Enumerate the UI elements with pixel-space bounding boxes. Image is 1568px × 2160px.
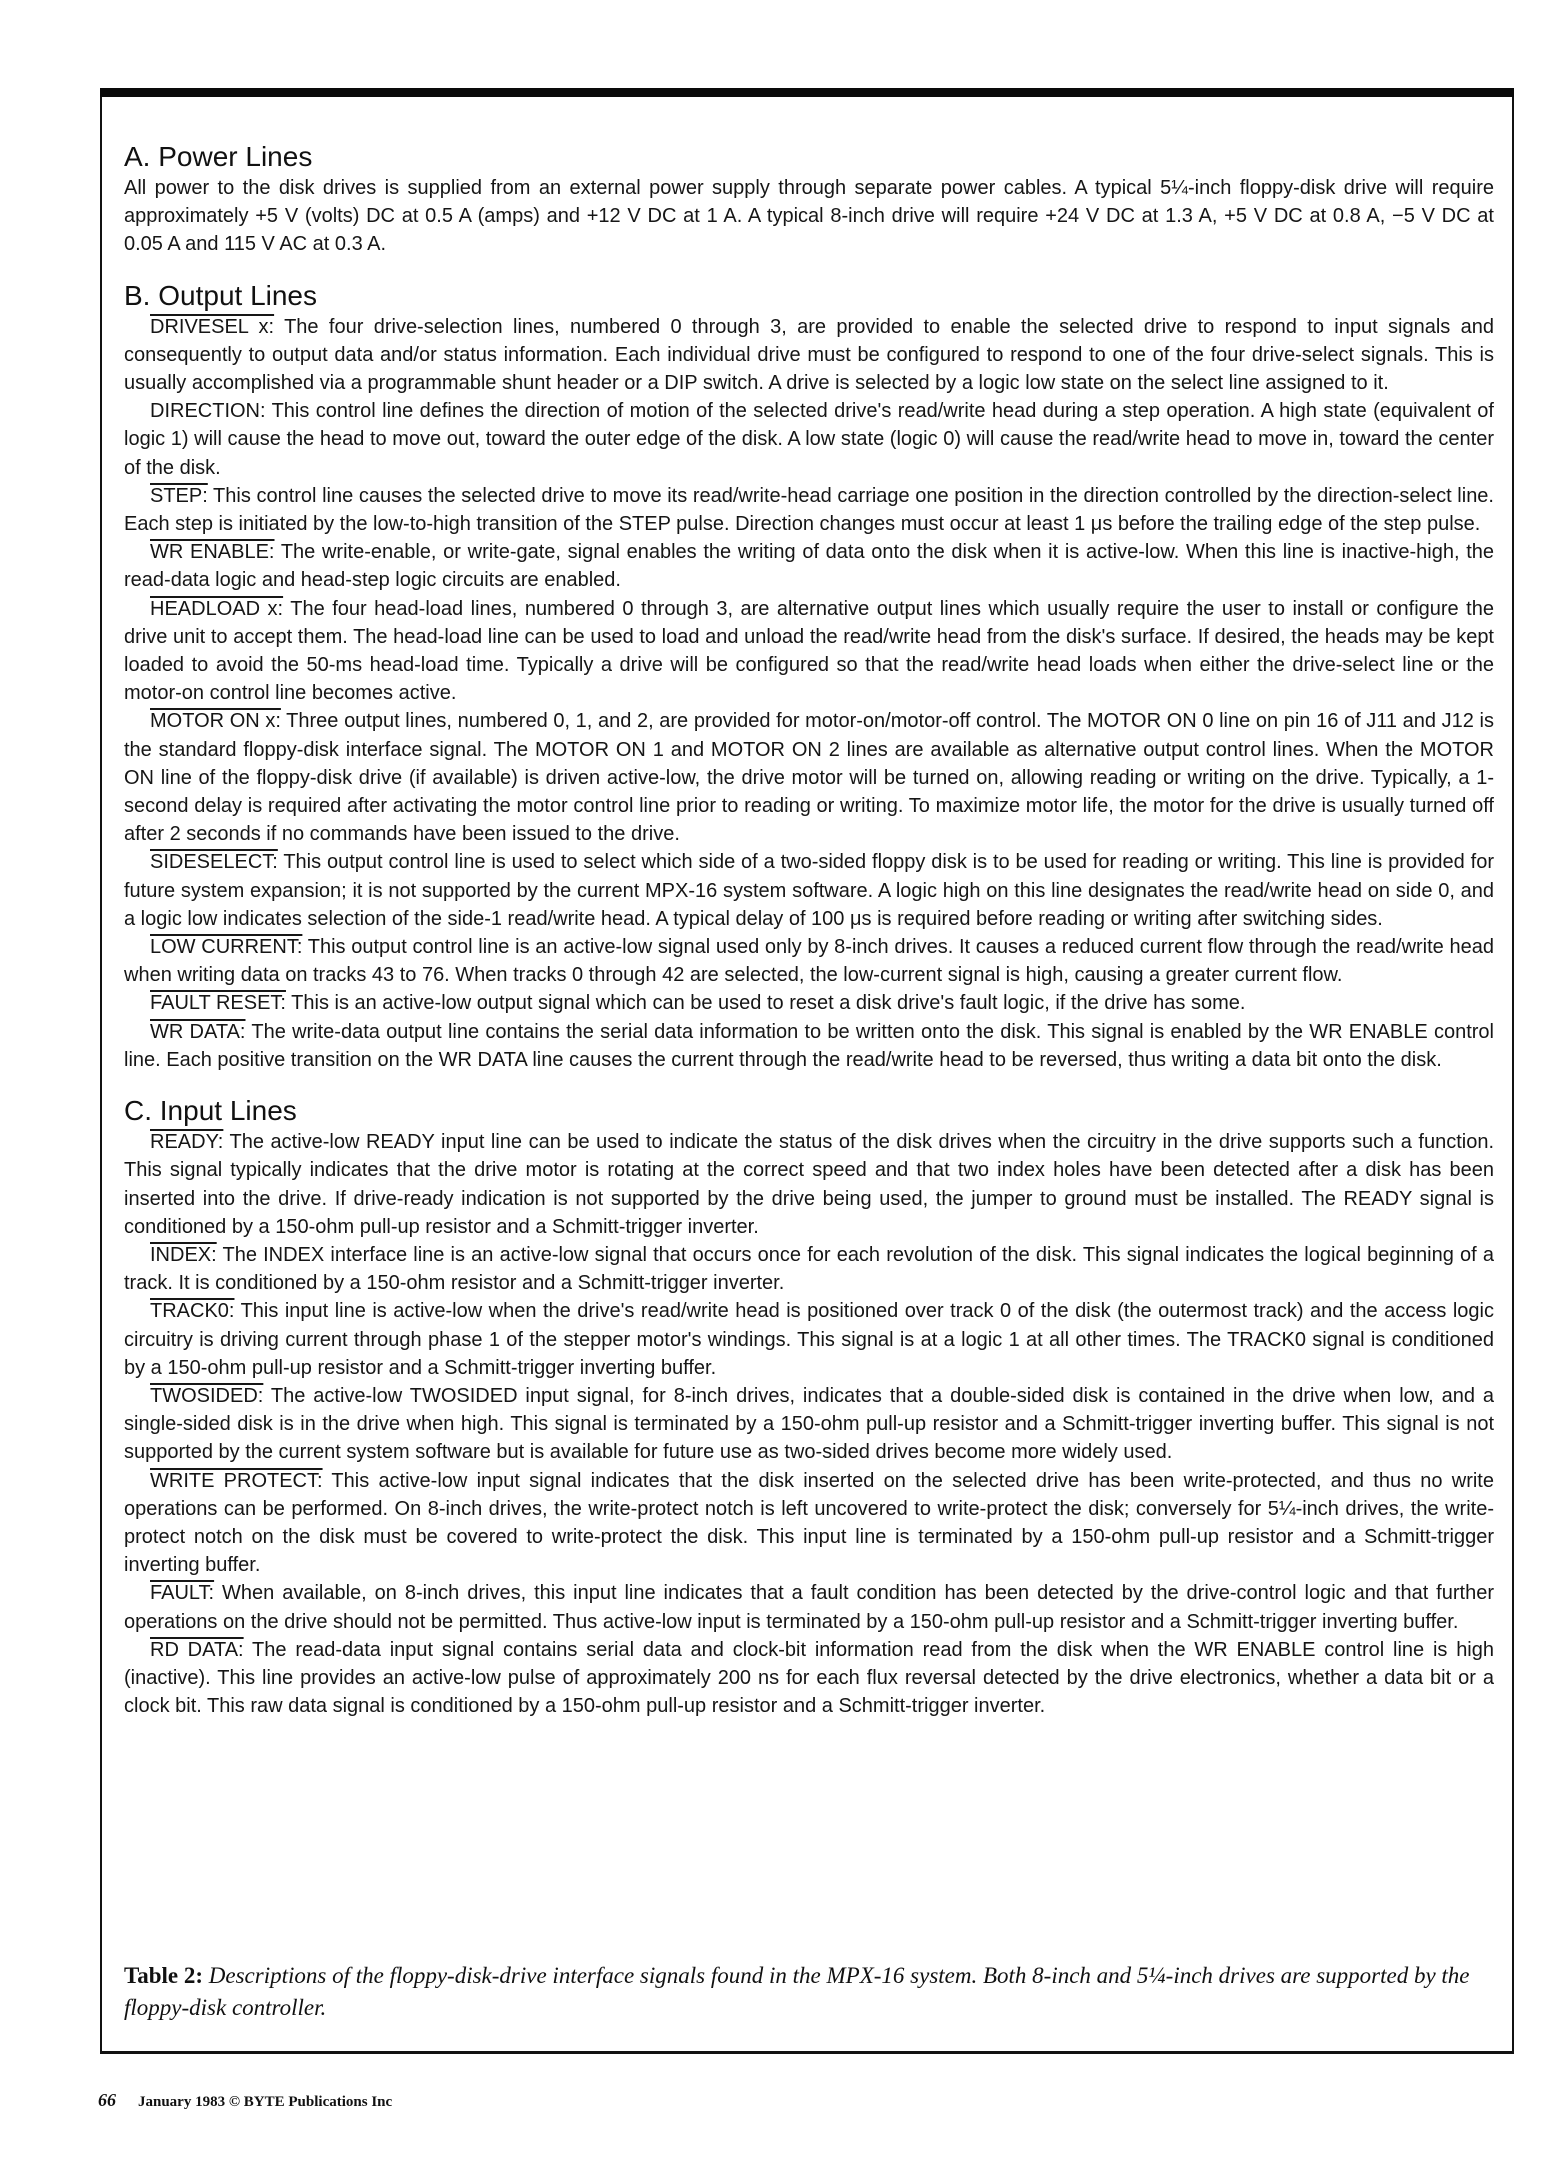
section-output-lines [124,279,1494,1074]
signal-description: When available, on 8-inch drives, this input line indicates that a fault condition has been detected by the drive-control logic and that further operations on the drive should not be permitted. Thus active-low input is terminated by a 150-ohm pull-up resistor and a Schmitt-trigger inverting buffer. [124,1582,1494,1633]
signal-entry [124,538,1494,594]
signal-description: This control line causes the selected drive to move its read/write-head carriage one position in the direction controlled by the direction-select line. Each step is initiated by the low-to-high transition of the STEP pulse. Direction changes must occur at least 1 μs before the trailing edge of the step pulse. [124,484,1494,536]
signal-name: FAULT: [150,1582,215,1605]
signal-name: HEADLOAD x: [150,597,284,620]
signal-name: INDEX: [150,1243,217,1266]
signal-entry [124,397,1494,482]
signal-name: WR ENABLE: [150,541,275,564]
signal-description: The active-low READY input line can be used to indicate the status of the disk drives when the circuitry in the drive supports such a function. This signal typically indicates that the drive motor is rotating at the correct speed and that two index holes have been detected after a disk has been inserted into the drive. If drive-ready indication is not supported by the drive being used, the jumper to ground must be installed. The READY signal is conditioned by a 150-ohm pull-up resistor and a Schmitt-trigger inverter. [124,1131,1494,1238]
signal-entry [124,1241,1494,1297]
table-content [124,140,1494,1740]
section-power-lines [124,140,1494,259]
signal-entry [124,1467,1494,1580]
signal-name: MOTOR ON x: [150,710,281,733]
signal-description: The read-data input signal contains serial data and clock-bit information read from the disk when the WR ENABLE control line is high (inactive). This line provides an active-low pulse of approximately 200 ns for each flux reversal detected by the drive electronics, whether a data bit or a clock bit. This raw data signal is conditioned by a 150-ohm pull-up resistor and a Schmitt-trigger inverter. [124,1638,1495,1718]
signal-name: FAULT RESET: [150,992,286,1015]
publication-line: January 1983 © BYTE Publications Inc [138,2094,393,2110]
signal-entry [124,1128,1494,1241]
signal-entry [124,595,1494,708]
signal-description: The INDEX interface line is an active-low signal that occurs once for each revolution of the disk. This signal indicates the logical beginning of a track. It is conditioned by a 150-ohm resistor and a Schmitt-trigger inverter. [124,1243,1494,1295]
signal-description: The write-enable, or write-gate, signal enables the writing of data onto the disk when it is active-low. When this line is inactive-high, the read-data logic and head-step logic circuits are enabled. [124,541,1495,592]
signal-description: This active-low input signal indicates that the disk inserted on the selected drive has been write-protected, and thus no write operations can be performed. On 8-inch drives, the write-protect notch is left uncovered to write-protect the disk; conversely for 5¼-inch drives, the write-protect notch on the disk must be covered to write-protect the disk. This input line is terminated by a 150-ohm pull-up resistor and a Schmitt-trigger inverting buffer. [124,1469,1494,1577]
table-caption [124,1960,1494,2024]
signal-entry [124,707,1494,848]
section-input-lines [124,1094,1494,1720]
page-number: 66 [98,2090,116,2110]
signal-name: TRACK0: [150,1300,235,1323]
signal-description: Three output lines, numbered 0, 1, and 2, are provided for motor-on/motor-off control. The MOTOR ON 0 line on pin 16 of J11 and J12 is the standard floppy-disk interface signal. The MOTOR ON 1 and MOTOR ON 2 lines are available as alternative output control lines. When the MOTOR ON line of the floppy-disk drive (if available) is driven active-low, the drive motor will be turned on, allowing reading or writing on the drive. Typically, a 1-second delay is required after activating the motor control line prior to reading or writing. To maximize motor life, the motor for the drive is usually turned off after 2 seconds if no commands have been issued to the drive. [124,710,1494,846]
signal-name: RD DATA: [150,1638,244,1661]
signal-description: The four drive-selection lines, numbered 0 through 3, are provided to enable the selected drive to respond to input signals and consequently to output data and/or status information. Each individual drive must be configured to respond to one of the four drive-select signals. This is usually accomplished via a programmable shunt header or a DIP switch. A drive is selected by a logic low state on the select line assigned to it. [124,315,1495,395]
signal-description: This output control line is an active-low signal used only by 8-inch drives. It causes a reduced current flow through the read/write head when writing data on tracks 43 to 76. When tracks 0 through 42 are selected, the low-current signal is high, causing a greater current flow. [124,936,1495,987]
signal-entry [124,1579,1494,1635]
signal-description: This input line is active-low when the drive's read/write head is positioned over track 0 of the disk (the outermost track) and the access logic circuitry is driving current through phase 1 of the stepper motor's windings. This signal is at a logic 1 at all other times. The TRACK0 signal is conditioned by a 150-ohm pull-up resistor and a Schmitt-trigger inverting buffer. [124,1300,1494,1379]
signal-description: The write-data output line contains the serial data information to be written onto the disk. This signal is enabled by the WR ENABLE control line. Each positive transition on the WR DATA line causes the current through the read/write head to be reversed, thus writing a data bit onto the disk. [124,1020,1494,1071]
signal-entry [124,848,1494,933]
section-title: C. Input Lines [124,1095,297,1127]
signal-name: WRITE PROTECT: [150,1469,323,1492]
signal-entry [124,313,1494,398]
signal-entry [124,1297,1494,1382]
signal-description: This output control line is used to select which side of a two-sided floppy disk is to be used for reading or writing. This line is provided for future system expansion; it is not supported by the current MPX-16 system software. A logic high on this line designates the read/write head on side 0, and a logic low indicates selection of the side-1 read/write head. A typical delay of 100 μs is required before reading or writing after switching sides. [124,851,1494,930]
signal-entry [124,1636,1494,1721]
signal-name: STEP: [150,484,208,507]
section-title: B. Output Lines [124,279,318,311]
signal-name: DRIVESEL x: [150,315,275,338]
signal-entry [124,1018,1494,1074]
signal-name: SIDESELECT: [150,851,278,874]
caption-label: Table 2: [124,1963,204,1988]
signal-name: DIRECTION: [150,400,266,423]
signal-entry [124,482,1494,538]
signal-name: WR DATA: [150,1020,246,1043]
signal-description: The active-low TWOSIDED input signal, for 8-inch drives, indicates that a double-sided disk is contained in the drive when low, and a single-sided disk is in the drive when high. This signal is terminated by a 150-ohm pull-up resistor and a Schmitt-trigger inverting buffer. This signal is not supported by the current system software but is available for future use as two-sided drives become more widely used. [124,1384,1494,1464]
signal-description: The four head-load lines, numbered 0 through 3, are alternative output lines which usually require the user to install or configure the drive unit to accept them. The head-load line can be used to load and unload the read/write head from the disk's surface. If desired, the heads may be kept loaded to avoid the 50-ms head-load time. Typically a drive will be configured so that the read/write head loads when either the drive-select line or the motor-on control line becomes active. [124,597,1494,705]
signal-description: This control line defines the direction of motion of the selected drive's read/write head during a step operation. A high state (equivalent of logic 1) will cause the head to move out, toward the outer edge of the disk. A low state (logic 0) will cause the read/write head to move in, toward the center of the disk. [124,400,1494,479]
section-paragraph: All power to the disk drives is supplied from an external power supply through separate power cables. A typical 5¼-inch floppy-disk drive will require approximately +5 V (volts) DC at 0.5 A (amps) and +12 V DC at 1 A. A typical 8-inch drive will require +24 V DC at 1.3 A, +5 V DC at 0.8 A, −5 V DC at 0.05 A and 115 V AC at 0.3 A. [124,177,1494,256]
section-title: A. Power Lines [124,141,313,172]
signal-entry [124,1382,1494,1467]
signal-name: READY: [150,1131,224,1154]
top-rule [100,88,1514,97]
signal-name: LOW CURRENT: [150,936,303,959]
signal-name: TWOSIDED: [150,1384,264,1407]
signal-entry [124,989,1494,1017]
signal-entry [124,933,1494,989]
signal-description: This is an active-low output signal which can be used to reset a disk drive's fault logic, if the drive has some. [285,992,1246,1015]
page-footer [98,2090,392,2111]
caption-text: Descriptions of the floppy-disk-drive interface signals found in the MPX-16 system. Both 8-inch and 5¼-inch drives are supported by the floppy-disk controller. [124,1963,1470,2020]
